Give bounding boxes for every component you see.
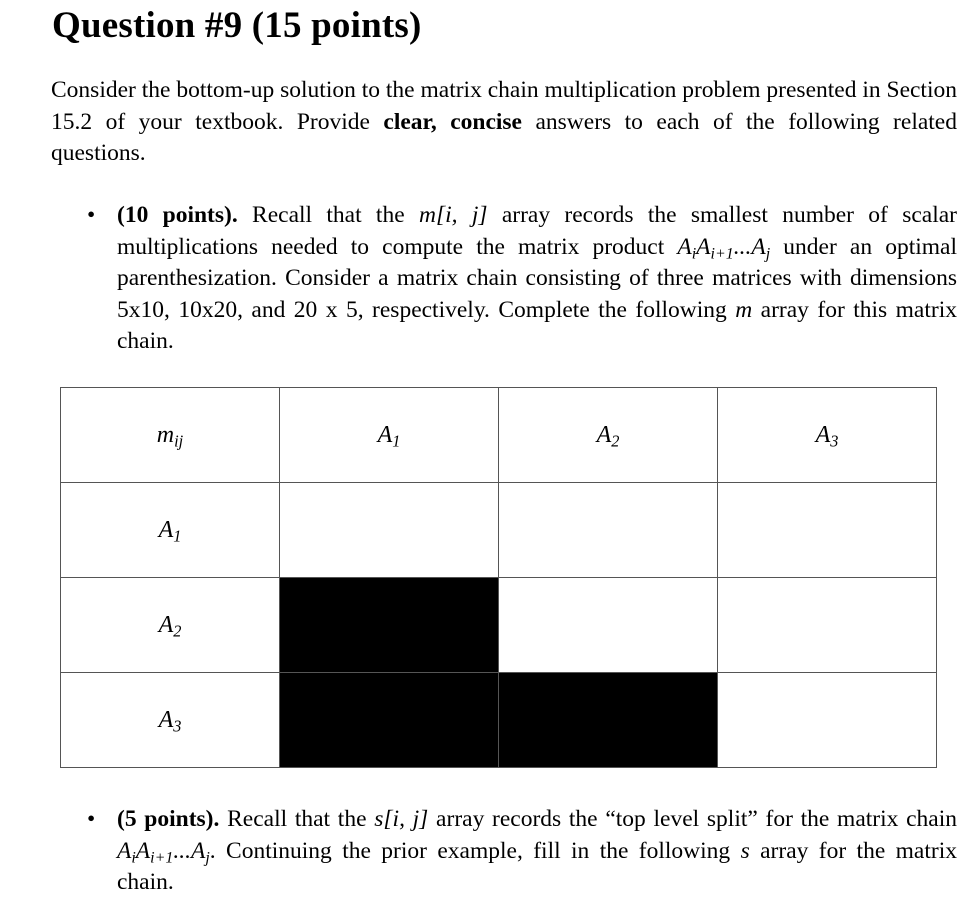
cell-3-1-blacked	[280, 673, 499, 768]
cell-2-3[interactable]	[718, 578, 937, 673]
bullet2-text-d: array for the matrix chain.	[117, 837, 957, 895]
m-array-table	[60, 387, 937, 768]
bullet1-product: $A_iA_{i+1}...A_j$	[677, 233, 771, 262]
column-header-a2: $A_2$	[499, 388, 718, 483]
intro-emphasis: clear, concise	[383, 108, 522, 135]
bullet2-s-symbol-2: s	[740, 837, 750, 864]
column-header-a3: $A_3$	[718, 388, 937, 483]
cell-3-3[interactable]	[718, 673, 937, 768]
table-row	[61, 673, 937, 768]
bullet1-points: (10 points).	[117, 202, 238, 228]
cell-3-2-blacked	[499, 673, 718, 768]
cell-1-1[interactable]	[280, 483, 499, 578]
row-header-a2: $A_2$	[61, 578, 280, 673]
table-header-row	[61, 388, 937, 483]
bullet2-product: $A_iA_{i+1}...A_j$	[117, 837, 210, 866]
cell-1-3[interactable]	[718, 483, 937, 578]
row-header-a1: $A_1$	[61, 483, 280, 578]
table-corner-cell: $m_{ij}$	[61, 388, 280, 483]
bullet2-points: (5 points).	[117, 806, 220, 832]
intro-text-1: Consider the bottom-up solution to the matrix chain multiplication problem presented in Section 15.2 of your textbook. Provide	[51, 77, 957, 135]
bullet2-text-b: array records the “top level split” for the matrix chain	[428, 806, 958, 832]
bullet-question-m-array	[87, 200, 957, 358]
bullet1-text-c: under an optimal parenthesization. Consider a matrix chain consisting of three matrices with dimensions 5x10, 10x20, and 20 x 5, respectively. Complete the following	[117, 233, 957, 323]
table-row	[61, 483, 937, 578]
bullet-dot-icon: •	[87, 806, 96, 832]
column-header-a1: $A_1$	[280, 388, 499, 483]
bullet1-text-b: array records the smallest number of scalar multiplications needed to compute the matrix product	[117, 202, 957, 260]
row-header-a3: $A_3$	[61, 673, 280, 768]
bullet-question-s-array	[87, 804, 958, 899]
bullet1-text-d: array for this matrix chain.	[117, 296, 957, 354]
bullet2-text-c: . Continuing the prior example, fill in the following	[209, 837, 741, 864]
bullet2-index: [i, j]	[383, 806, 429, 832]
intro-text-2: answers to each of the following related questions.	[51, 108, 957, 166]
intro-paragraph	[51, 75, 957, 170]
bullet2-s-symbol: s	[374, 806, 384, 832]
question-title: Question #9 (15 points)	[52, 5, 422, 46]
cell-2-1-blacked	[280, 578, 499, 673]
bullet1-index: [i, j]	[435, 202, 488, 228]
bullet-dot-icon: •	[87, 202, 96, 228]
bullet1-m-symbol-2: m	[735, 296, 753, 323]
bullet1-m-symbol: m	[418, 202, 436, 228]
bullet1-text-a: Recall that the	[237, 202, 419, 228]
cell-1-2[interactable]	[499, 483, 718, 578]
bullet2-text-a: Recall that the	[219, 806, 375, 832]
table-row	[61, 578, 937, 673]
cell-2-2[interactable]	[499, 578, 718, 673]
